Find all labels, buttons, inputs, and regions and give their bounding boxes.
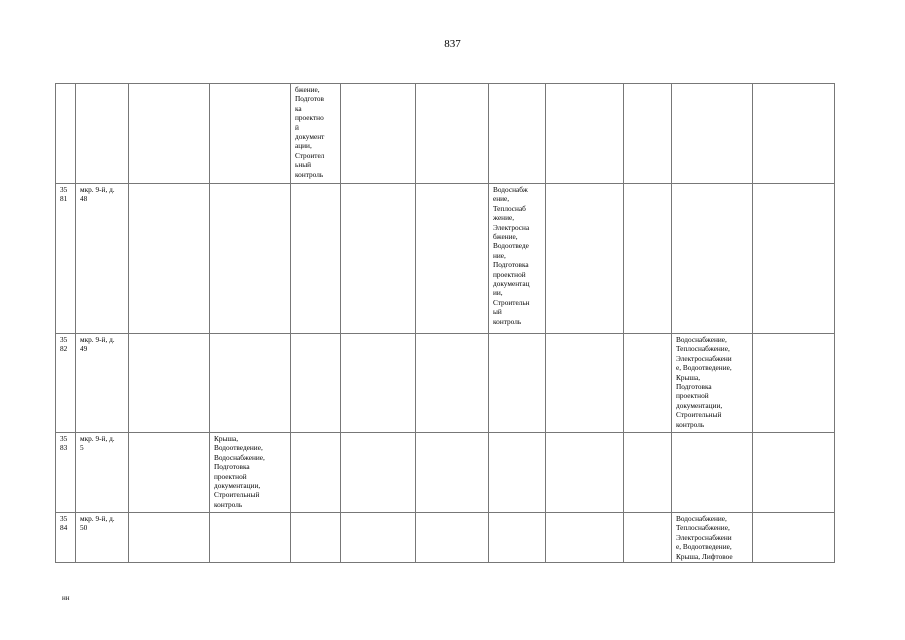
row-number-cell: 35 82: [56, 334, 76, 433]
address-cell: мкр. 9-й, д. 49: [76, 334, 129, 433]
table-cell: [341, 84, 416, 184]
table-cell: [546, 84, 624, 184]
table-cell: [291, 513, 341, 563]
table-cell: [341, 513, 416, 563]
repair-schedule-table: [55, 83, 835, 563]
table-cell: [672, 84, 753, 184]
table-cell: [753, 433, 835, 513]
table-cell: [291, 184, 341, 334]
table-cell: [129, 433, 210, 513]
row-number-cell: 35 84: [56, 513, 76, 563]
table-cell: [753, 184, 835, 334]
table-cell: [291, 433, 341, 513]
table-cell: [624, 433, 672, 513]
table-cell: [489, 433, 546, 513]
table-row: [56, 334, 835, 433]
table-cell: [129, 84, 210, 184]
table-cell: Водоснабж ение, Теплоснаб жение, Электросна бжение, Водоотведе ние, Подготовка проектной документац ии, Строительн ый контроль: [489, 184, 546, 334]
table-cell: [291, 334, 341, 433]
table-cell: бжение, Подготов ка проектно й документ ации, Строител ьный контроль: [291, 84, 341, 184]
table-cell: [546, 334, 624, 433]
table-cell: [624, 334, 672, 433]
table-cell: [672, 184, 753, 334]
table-cell: [489, 334, 546, 433]
row-number-cell: 35 81: [56, 184, 76, 334]
table-cell: Водоснабжение, Теплоснабжение, Электроснабжени е, Водоотведение, Крыша, Подготовка проектной документации, Строительный контроль: [672, 334, 753, 433]
table-cell: [546, 433, 624, 513]
table-cell: [341, 334, 416, 433]
table-cell: [489, 513, 546, 563]
table-cell: [341, 433, 416, 513]
table-cell: [546, 513, 624, 563]
table-cell: [624, 84, 672, 184]
table-cell: [753, 334, 835, 433]
table-cell: [416, 84, 489, 184]
footer-text: нн: [62, 594, 70, 602]
address-cell: мкр. 9-й, д. 48: [76, 184, 129, 334]
table-cell: [416, 433, 489, 513]
table-cell: [672, 433, 753, 513]
table-body: [56, 84, 835, 563]
table-cell: [210, 513, 291, 563]
table-cell: [753, 84, 835, 184]
page-number: 837: [444, 38, 461, 50]
row-number-cell: [56, 84, 76, 184]
table-row: [56, 513, 835, 563]
table-cell: [210, 184, 291, 334]
table-cell: [624, 184, 672, 334]
table-cell: [416, 184, 489, 334]
table-cell: [546, 184, 624, 334]
table-row: [56, 184, 835, 334]
table-cell: [624, 513, 672, 563]
table-cell: Водоснабжение, Теплоснабжение, Электроснабжени е, Водоотведение, Крыша, Лифтовое: [672, 513, 753, 563]
table-cell: [416, 513, 489, 563]
table-cell: [210, 84, 291, 184]
table-row: [56, 84, 835, 184]
table-cell: [210, 334, 291, 433]
table-cell: [129, 184, 210, 334]
row-number-cell: 35 83: [56, 433, 76, 513]
table-cell: Крыша, Водоотведение, Водоснабжение, Подготовка проектной документации, Строительный контроль: [210, 433, 291, 513]
table-cell: [416, 334, 489, 433]
address-cell: мкр. 9-й, д. 5: [76, 433, 129, 513]
table-row: [56, 433, 835, 513]
address-cell: мкр. 9-й, д. 50: [76, 513, 129, 563]
table-cell: [341, 184, 416, 334]
table-cell: [129, 334, 210, 433]
table-cell: [753, 513, 835, 563]
address-cell: [76, 84, 129, 184]
table-cell: [489, 84, 546, 184]
table-cell: [129, 513, 210, 563]
